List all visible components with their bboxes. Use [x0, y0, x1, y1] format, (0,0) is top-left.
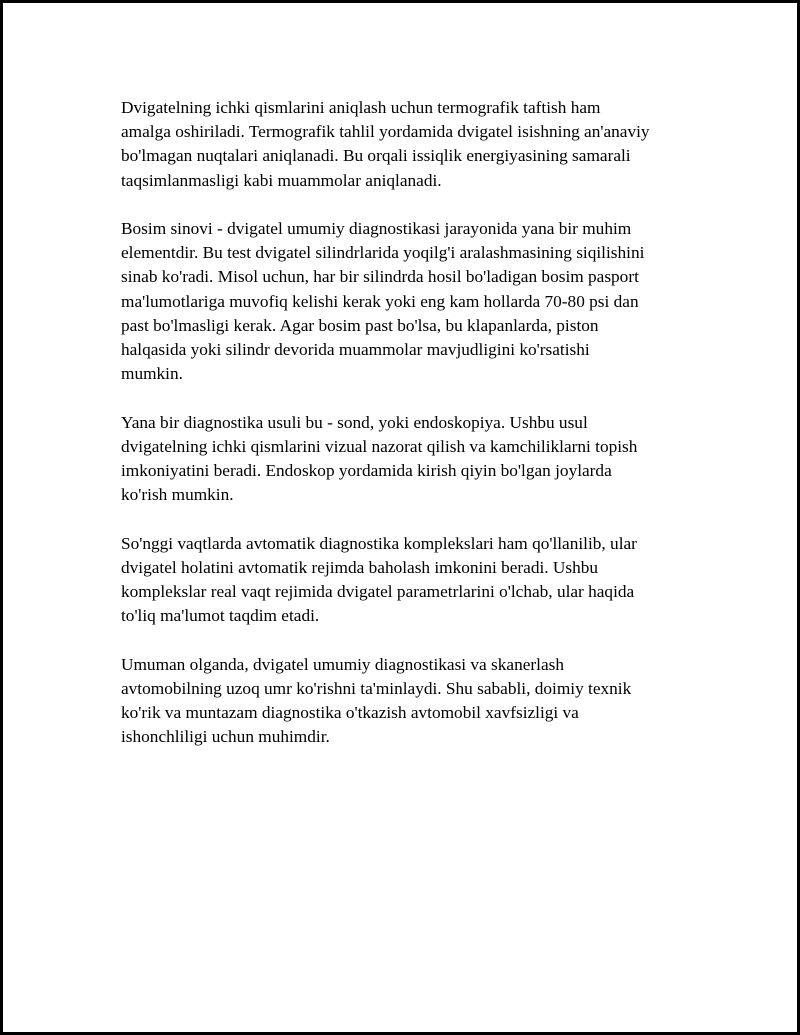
paragraph-thermography: Dvigatelning ichki qismlarini aniqlash uchun termografik taftish ham amalga oshiriladi. Termografik tahlil yordamida dvigatel isishning an'anaviy bo'lmagan nuqtalari aniqlanadi. Bu orqali issiqlik energiyasining samarali taqsimlanmasligi kabi muammolar aniqlanadi. [121, 98, 650, 190]
paragraph-automatic-diagnostics: So'nggi vaqtlarda avtomatik diagnostika komplekslari ham qo'llanilib, ular dvigatel holatini avtomatik rejimda baholash imkonini beradi. Ushbu komplekslar real vaqt rejimida dvigatel parametrlarini o'lchab, ular haqida to'liq ma'lumot taqdim etadi. [121, 533, 637, 626]
paragraph-pressure-test: Bosim sinovi - dvigatel umumiy diagnostikasi jarayonida yana bir muhim elementdir. Bu test dvigatel silindrlarida yoqilg'i aralashmasining siqilishini sinab ko'radi. Misol uchun, har bir silindrda hosil bo'ladigan bosim pasport ma'lumotlariga muvofiq kelishi kerak yoki eng kam hollarda 70-80 psi dan past bo'lmasligi kerak. Agar bosim past bo'lsa, bu klapanlarda, piston halqasida yoki silindr devorida muammolar mavjudligini ko'rsatishi mumkin. [121, 219, 645, 384]
paragraph-endoscopy: Yana bir diagnostika usuli bu - sond, yoki endoskopiya. Ushbu usul dvigatelning ichki qismlarini vizual nazorat qilish va kamchiliklarni topish imkoniyatini beradi. Endoskop yordamida kirish qiyin bo'lgan joylarda ko'rish mumkin. [121, 412, 638, 505]
paragraph-conclusion: Umuman olganda, dvigatel umumiy diagnostikasi va skanerlash avtomobilning uzoq umr ko'rishni ta'minlaydi. Shu sababli, doimiy texnik ko'rik va muntazam diagnostika o'tkazish avtomobil xavfsizligi va ishonchliligi uchun muhimdir. [121, 654, 632, 747]
document-body [121, 96, 701, 774]
